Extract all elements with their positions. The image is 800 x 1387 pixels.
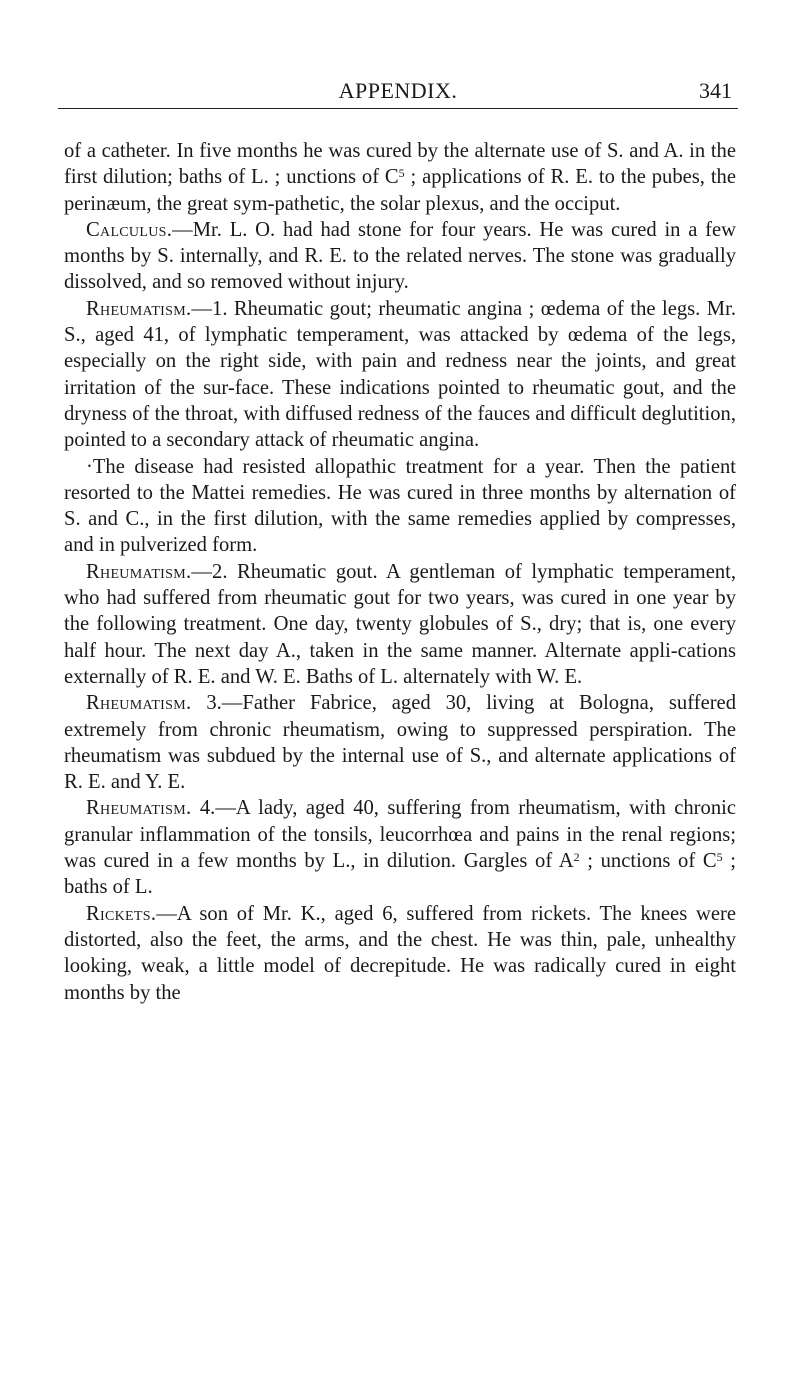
paragraph-rheumatism-2 (64, 559, 736, 690)
running-title: APPENDIX. (338, 78, 458, 103)
paragraph-calculus (64, 217, 736, 296)
body-text (64, 138, 736, 1006)
running-header (58, 78, 738, 109)
case-heading: Rheumatism. (86, 797, 192, 820)
paragraph-text: —Mr. L. O. had had stone for four years. He was cured in a few months by S. internally, and R. E. to the related nerves. The stone was gradually dissolved, and so removed without injury. (64, 218, 736, 294)
paragraph-text: of a catheter. In five months he was cured by the alternate use of S. and A. in the first dilution; baths of L. ; unctions of C (64, 140, 736, 189)
paragraph-text: ; applications of R. E. to the pubes, the perinæum, the great sym-pathetic, the solar plexus, and the occiput. (64, 166, 736, 215)
superscript: 2 (573, 850, 580, 865)
case-heading: Calculus. (86, 218, 173, 241)
paragraph-text: 4.—A lady, aged 40, suffering from rheumatism, with chronic granular inflammation of the tonsils, leucorrhœa and pains in the renal regions; was cured in a few months by L., in dilution. Gargles of A (64, 797, 736, 873)
paragraph-text: 3.—Father Fabrice, aged 30, living at Bologna, suffered extremely from chronic rheumatism, owing to suppressed perspiration. The rheumatism was subdued by the internal use of S., and alternate applications of R. E. and Y. E. (64, 692, 736, 794)
paragraph-rheumatism-3 (64, 690, 736, 795)
superscript: 5 (398, 166, 405, 181)
paragraph-text: —1. Rheumatic gout; rheumatic angina ; œdema of the legs. Mr. S., aged 41, of lymphatic temperament, was attacked by œdema of the legs, especially on the right side, with pain and redness near the joints, and great irritation of the sur-face. These indications pointed to rheumatic gout, and the dryness of the throat, with diffused redness of the fauces and difficult deglutition, pointed to a secondary attack of rheumatic angina. (64, 297, 736, 452)
paragraph-text: ; unctions of C (579, 850, 717, 873)
paragraph-text: —A son of Mr. K., aged 6, suffered from rickets. The knees were distorted, also the feet, the arms, and the chest. He was thin, pale, unhealthy looking, weak, a little model of decrepitude. He was radically cured in eight months by the (64, 902, 736, 1004)
page-number: 341 (699, 78, 732, 103)
superscript: 5 (716, 850, 723, 865)
paragraph-text: ·The disease had resisted allopathic treatment for a year. Then the patient resorted to the Mattei remedies. He was cured in three months by alternation of S. and C., in the first dilution, with the same remedies applied by compresses, and in pulverized form. (64, 455, 736, 557)
case-heading: Rheumatism. (86, 692, 192, 715)
case-heading: Rheumatism. (86, 297, 192, 320)
paragraph-rheumatism-1-continued (64, 454, 736, 559)
paragraph-catheter-continued (64, 138, 736, 217)
paragraph-rickets (64, 901, 736, 1006)
case-heading: Rheumatism. (86, 560, 192, 583)
paragraph-rheumatism-1 (64, 296, 736, 454)
paragraph-rheumatism-4 (64, 795, 736, 900)
case-heading: Rickets. (86, 902, 157, 925)
paragraph-text: —2. Rheumatic gout. A gentleman of lymphatic temperament, who had suffered from rheumatic gout for two years, was cured in one year by the following treatment. One day, twenty globules of S., dry; that is, one every half hour. The next day A., taken in the same manner. Alternate appli-cations externally of R. E. and W. E. Baths of L. alternately with W. E. (64, 560, 736, 688)
paragraph-text: ; baths of L. (64, 850, 736, 899)
